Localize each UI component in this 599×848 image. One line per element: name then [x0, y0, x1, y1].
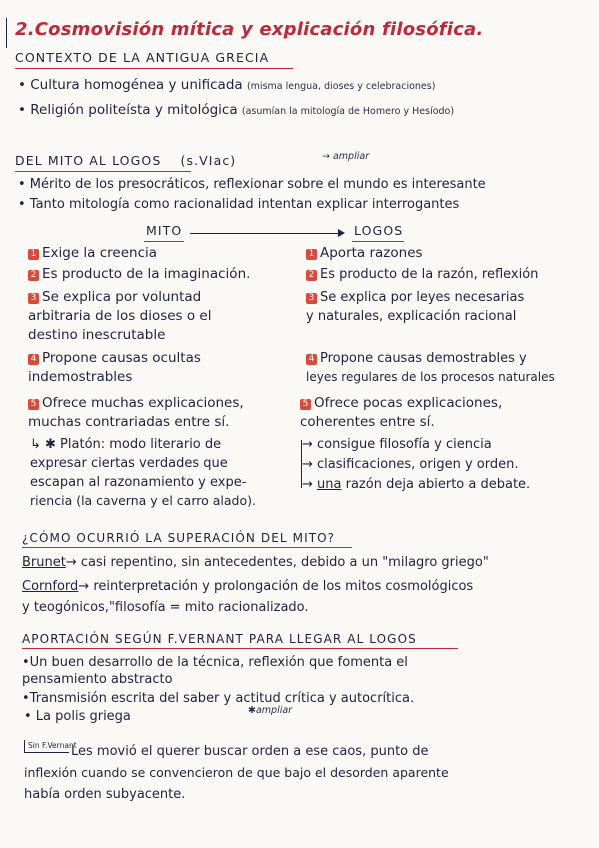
logos-item-4-line-2: leyes regulares de los procesos naturales — [306, 370, 555, 384]
number-2-icon: 2 — [28, 270, 39, 281]
mito-column-heading: MITO — [146, 223, 183, 238]
mito-to-logos-arrow — [190, 233, 340, 234]
logos-item-5-line-1: Ofrece pocas explicaciones, — [314, 395, 503, 411]
logos-item-5-line-2: coherentes entre sí. — [300, 414, 435, 430]
superacion-underline — [22, 547, 352, 548]
brunet-line — [22, 556, 489, 569]
vernant-label: Sin F.Vernant — [28, 741, 77, 750]
number-1-icon: 1 — [306, 249, 317, 260]
ampliar-note-1-text: ampliar — [332, 151, 370, 162]
number-3-icon: 3 — [306, 293, 317, 304]
logos-result-1-text: consigue filosofía y ciencia — [317, 437, 492, 452]
mito-item-5-line-1: Ofrece muchas explicaciones, — [42, 395, 244, 411]
logos-item-4 — [306, 352, 527, 365]
mito-logos-bullet-2: • Tanto mitología como racionalidad intentan explicar interrogantes — [18, 197, 460, 212]
mito-item-2-text: Es producto de la imaginación. — [42, 266, 251, 282]
contexto-underline — [15, 68, 293, 69]
logos-result-3-text: razón deja abierto a debate. — [341, 477, 531, 492]
mito-item-5 — [28, 397, 244, 411]
contexto-bullet-2-text: • Religión politeísta y mitológica — [18, 102, 238, 118]
mito-item-3-line-1: Se explica por voluntad — [42, 289, 202, 305]
logos-heading-underline — [352, 241, 404, 242]
cornford-continuation: y teogónicos,"filosofía = mito racionalizado. — [22, 600, 309, 615]
vernant-paragraph-line-2: inflexión cuando se convencieron de que bajo el desorden aparente — [24, 765, 449, 780]
ampliar-note-2: ✱ampliar — [248, 705, 293, 716]
logos-item-3 — [306, 291, 524, 304]
mito-item-4-line-1: Propone causas ocultas — [42, 350, 201, 366]
contexto-bullet-1-note: (misma lengua, dioses y celebraciones) — [246, 81, 436, 92]
logos-item-3-line-1: Se explica por leyes necesarias — [320, 290, 525, 305]
arrow-head-icon — [338, 229, 345, 237]
number-2-icon: 2 — [306, 270, 317, 281]
logos-item-1-text: Aporta razones — [320, 245, 423, 261]
superacion-heading: ¿CÓMO OCURRIÓ LA SUPERACIÓN DEL MITO? — [22, 531, 336, 545]
vernant-paragraph-line-1: Les movió el querer buscar orden a ese caos, punto de — [71, 744, 429, 759]
platon-note-line-1: ↳ ✱ Platón: modo literario de — [30, 437, 222, 452]
brunet-text: → casi repentino, sin antecedentes, debido a un "milagro griego" — [65, 555, 489, 570]
vernant-bullet-1-line-1: •Un buen desarrollo de la técnica, reflexión que fomenta el — [22, 655, 408, 670]
logos-item-2-text: Es producto de la razón, reflexión — [320, 267, 539, 282]
mito-logos-bullet-1: • Mérito de los presocráticos, reflexionar sobre el mundo es interesante — [18, 177, 486, 192]
mito-item-1-text: Exige la creencia — [42, 245, 158, 261]
number-3-icon: 3 — [28, 293, 39, 304]
logos-result-1: → consigue filosofía y ciencia — [302, 437, 492, 452]
logos-result-2-text: clasificaciones, origen y orden. — [317, 457, 519, 472]
mito-item-1 — [28, 247, 157, 261]
mito-logos-heading-text: DEL MITO AL LOGOS — [15, 153, 162, 168]
mito-item-5-line-2: muchas contrariadas entre sí. — [28, 414, 230, 430]
platon-note-line-4: riencia (la caverna y el carro alado). — [30, 493, 256, 508]
vernant-underline — [22, 648, 458, 649]
ampliar-note-1: → ampliar — [322, 151, 370, 162]
mito-item-3-line-3: destino inescrutable — [28, 327, 166, 343]
vernant-bullet-2: •Transmisión escrita del saber y actitud crítica y autocrítica. — [22, 691, 415, 706]
margin-mark — [6, 18, 7, 48]
logos-item-5 — [300, 397, 502, 411]
brunet-name: Brunet — [22, 555, 66, 570]
vernant-heading: APORTACIÓN SEGÚN F.VERNANT PARA LLEGAR AL LOGOS — [22, 632, 417, 646]
logos-result-2: → clasificaciones, origen y orden. — [302, 457, 519, 472]
number-5-icon: 5 — [300, 399, 311, 410]
mito-heading-underline — [144, 241, 184, 242]
mito-item-3-line-2: arbitraria de los dioses o el — [28, 308, 212, 324]
mito-logos-underline — [15, 171, 191, 172]
vernant-bullet-3: • La polis griega — [24, 709, 131, 724]
vernant-bullet-1-line-2: pensamiento abstracto — [22, 672, 173, 687]
contexto-bullet-1-text: • Cultura homogénea y unificada — [18, 77, 243, 93]
platon-note-line-3: escapan al razonamiento y expe- — [30, 475, 247, 490]
logos-item-3-line-2: y naturales, explicación racional — [306, 309, 517, 324]
number-4-icon: 4 — [306, 354, 317, 365]
mito-logos-heading — [15, 155, 236, 168]
cornford-line — [22, 580, 473, 593]
mito-item-2 — [28, 268, 250, 282]
platon-note-line-2: expresar ciertas verdades que — [30, 456, 228, 471]
contexto-bullet-2-note: (asumían la mitología de Homero y Hesíodo) — [241, 106, 455, 117]
logos-result-3: → una razón deja abierto a debate. — [302, 477, 531, 492]
mito-item-3 — [28, 291, 201, 305]
mito-item-4-line-2: indemostrables — [28, 369, 133, 385]
contexto-bullet-2 — [18, 104, 454, 118]
logos-item-4-line-1: Propone causas demostrables y — [320, 351, 527, 366]
number-1-icon: 1 — [28, 249, 39, 260]
cornford-text: → reinterpretación y prolongación de los mitos cosmológicos — [78, 579, 474, 594]
logos-column-heading: LOGOS — [354, 223, 404, 238]
logos-result-3-emph: una — [317, 477, 342, 492]
mito-item-4 — [28, 352, 201, 366]
cornford-name: Cornford — [22, 579, 79, 594]
number-4-icon: 4 — [28, 354, 39, 365]
mito-logos-heading-date: (s.VIac) — [180, 153, 237, 168]
logos-item-2 — [306, 268, 538, 281]
contexto-bullet-1 — [18, 79, 435, 93]
contexto-heading: CONTEXTO DE LA ANTIGUA GRECIA — [15, 50, 270, 65]
page-title: 2.Cosmovisión mítica y explicación filosófica. — [15, 19, 484, 40]
logos-item-1 — [306, 247, 423, 261]
number-5-icon: 5 — [28, 399, 39, 410]
vernant-paragraph-line-3: había orden subyacente. — [24, 787, 186, 802]
